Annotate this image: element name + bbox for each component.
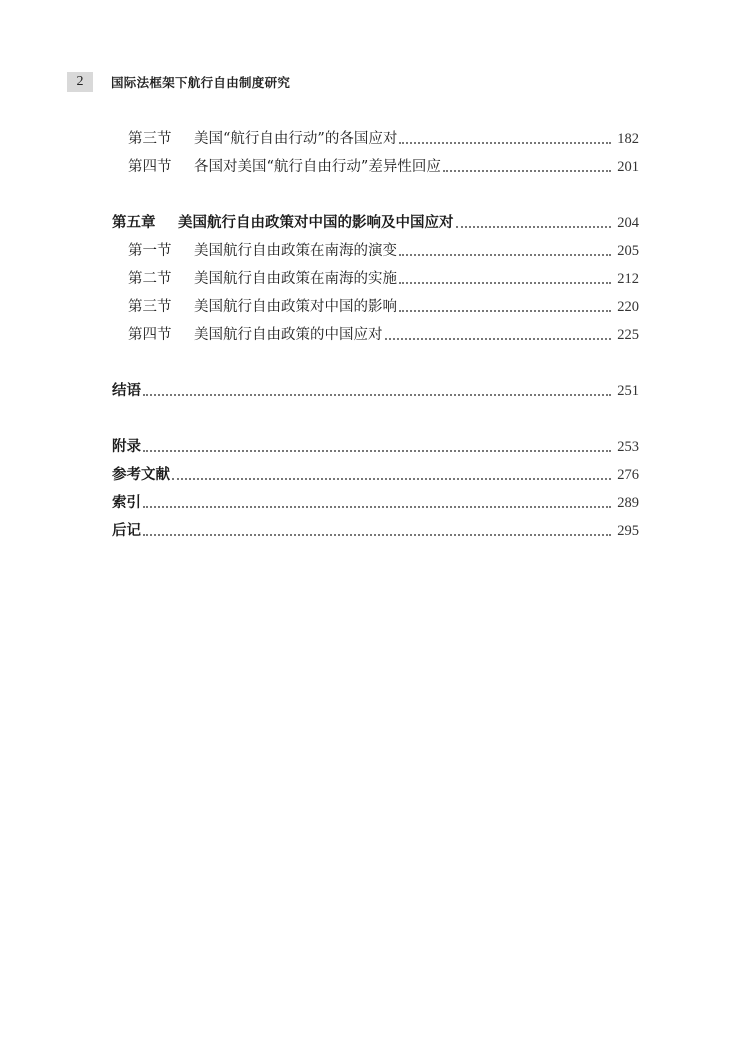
section-number: 第二节: [128, 271, 172, 287]
section-number: 第三节: [128, 299, 172, 315]
toc-entry-chapter[interactable]: [112, 212, 639, 234]
section-title: 各国对美国“航行自由行动”差异性回应: [194, 159, 441, 175]
entry-title: 索引: [112, 495, 141, 511]
toc-entry-section[interactable]: [128, 296, 639, 318]
section-title: 美国航行自由政策的中国应对: [194, 327, 383, 343]
dot-leader: [399, 310, 611, 312]
page-ref: 225: [617, 327, 639, 343]
section-number: 第四节: [128, 327, 172, 343]
entry-title: 后记: [112, 523, 141, 539]
toc-entry-conclusion[interactable]: [112, 380, 639, 402]
toc-entry-index[interactable]: [112, 492, 639, 514]
page-number: 2: [67, 72, 93, 92]
page-ref: 289: [617, 495, 639, 511]
page-ref: 220: [617, 299, 639, 315]
dot-leader: [399, 282, 611, 284]
dot-leader: [456, 226, 612, 228]
page-ref: 253: [617, 439, 639, 455]
page-ref: 205: [617, 243, 639, 259]
page-ref: 251: [617, 383, 639, 399]
section-title: 美国航行自由政策在南海的实施: [194, 271, 397, 287]
toc-entry-section[interactable]: [128, 156, 639, 178]
dot-leader: [399, 254, 611, 256]
page-ref: 204: [617, 215, 639, 231]
toc-entry-section[interactable]: [128, 268, 639, 290]
dot-leader: [172, 478, 611, 480]
section-title: 美国航行自由政策在南海的演变: [194, 243, 397, 259]
book-title: 国际法框架下航行自由制度研究: [111, 75, 291, 90]
page-ref: 276: [617, 467, 639, 483]
dot-leader: [143, 534, 611, 536]
entry-title: 参考文献: [112, 467, 170, 483]
page-ref: 212: [617, 271, 639, 287]
toc-entry-section[interactable]: [128, 324, 639, 346]
dot-leader: [143, 394, 611, 396]
page-ref: 182: [617, 131, 639, 147]
running-header: [67, 72, 290, 92]
section-number: 第三节: [128, 131, 172, 147]
toc-entry-section[interactable]: [128, 240, 639, 262]
chapter-number: 第五章: [112, 215, 156, 231]
section-number: 第四节: [128, 159, 172, 175]
toc-entry-section[interactable]: [128, 128, 639, 150]
dot-leader: [143, 506, 611, 508]
dot-leader: [399, 142, 611, 144]
dot-leader: [443, 170, 611, 172]
page-ref: 295: [617, 523, 639, 539]
chapter-title: 美国航行自由政策对中国的影响及中国应对: [178, 215, 454, 231]
toc-entry-postscript[interactable]: [112, 520, 639, 542]
dot-leader: [143, 450, 611, 452]
section-number: 第一节: [128, 243, 172, 259]
toc-entry-appendix[interactable]: [112, 436, 639, 458]
entry-title: 结语: [112, 383, 141, 399]
section-title: 美国“航行自由行动”的各国应对: [194, 131, 398, 147]
page-ref: 201: [617, 159, 639, 175]
toc-entry-references[interactable]: [112, 464, 639, 486]
section-title: 美国航行自由政策对中国的影响: [194, 299, 397, 315]
dot-leader: [385, 338, 612, 340]
entry-title: 附录: [112, 439, 141, 455]
